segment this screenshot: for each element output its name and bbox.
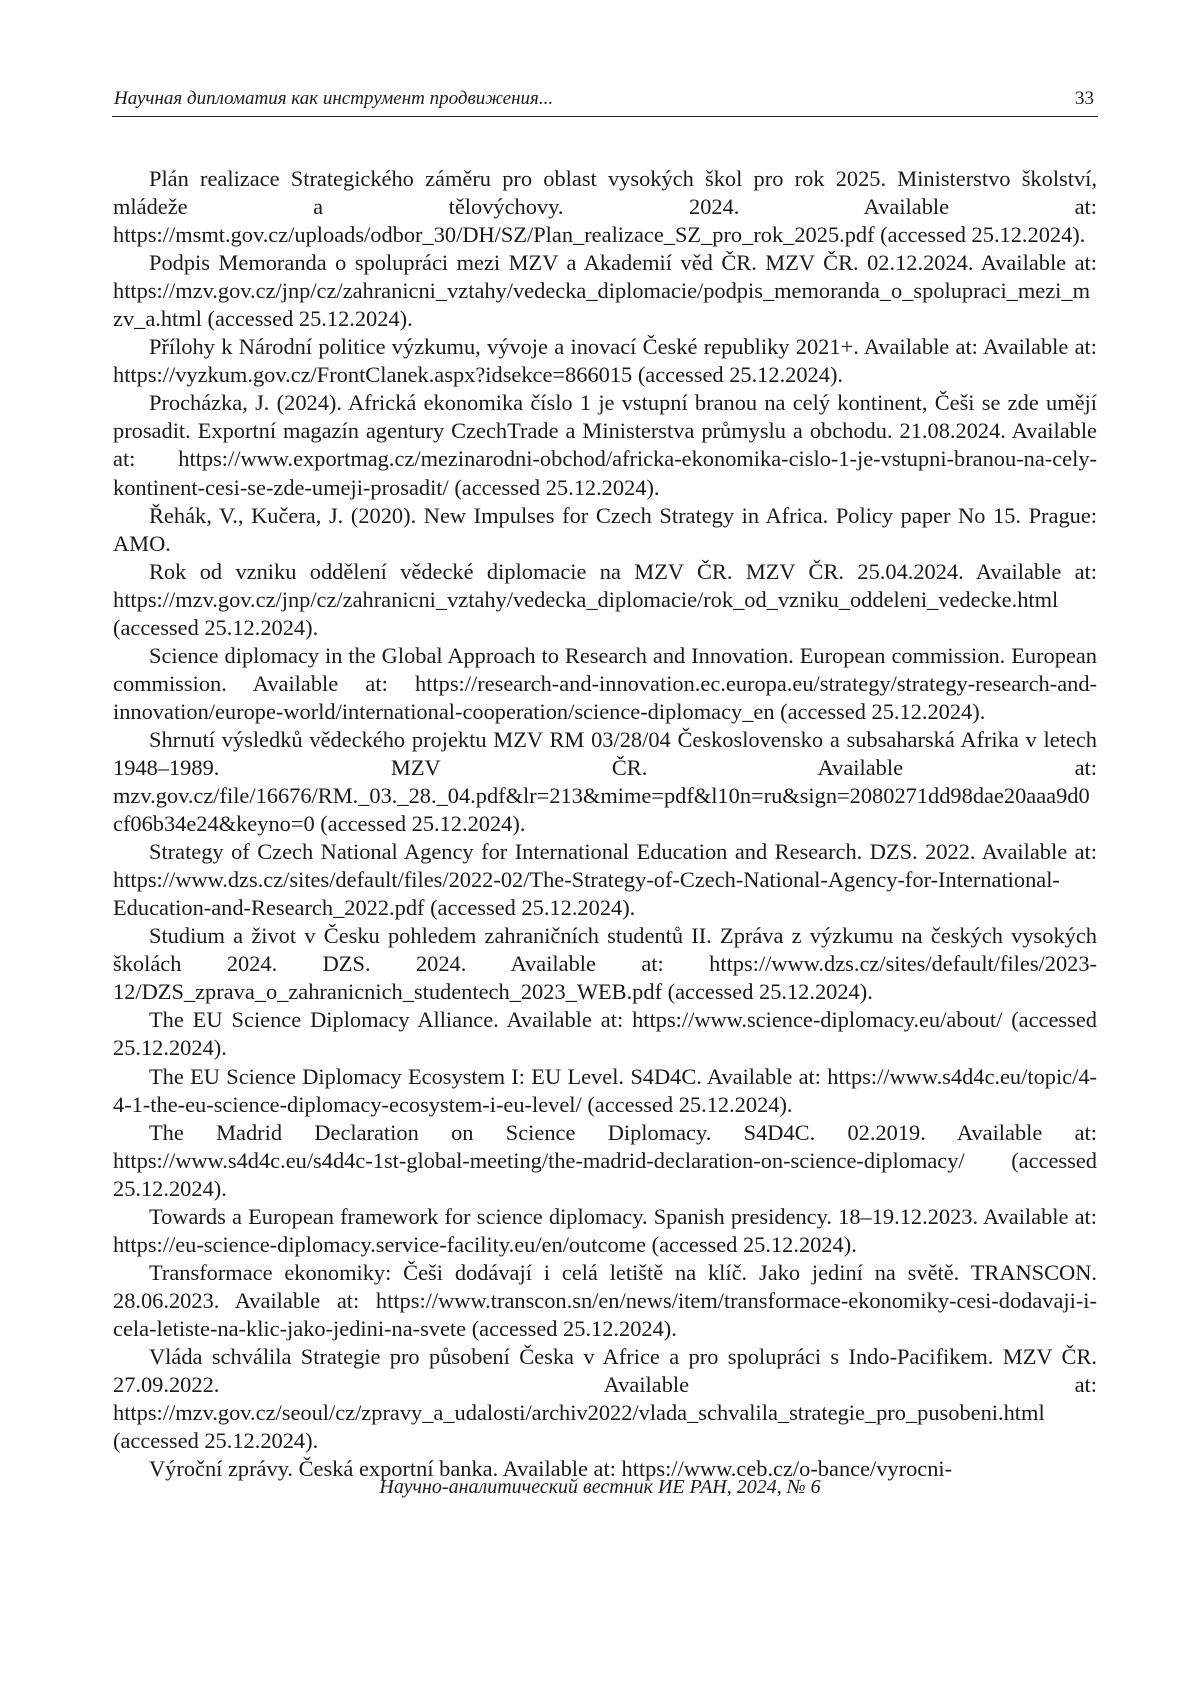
reference-item: Řehák, V., Kučera, J. (2020). New Impulses for Czech Strategy in Africa. Policy paper No 15. Prague: AMO. bbox=[113, 502, 1097, 556]
reference-item: Přílohy k Národní politice výzkumu, vývoje a inovací České republiky 2021+. Available at: Available at: https://vyzkum.gov.cz/FrontClanek.aspx?idsekce=866015 (accessed 25.12.2024). bbox=[113, 334, 1097, 388]
reference-list bbox=[113, 165, 1097, 1483]
running-header bbox=[112, 86, 1098, 117]
reference-item: Shrnutí výsledků vědeckého projektu MZV RM 03/28/04 Československo a subsaharská Afrika v letech 1948–1989. MZV ČR. Available at: mzv.gov.cz/file/16676/RM._03._28._04.pdf&lr=213&mime=pdf&l10n=ru&sign=2080271dd98dae20aaa9d0cf06b34e24&keyno=0 (accessed 25.12.2024). bbox=[113, 726, 1097, 837]
reference-item: Studium a život v Česku pohledem zahraničních studentů II. Zpráva z výzkumu na českých vysokých školách 2024. DZS. 2024. Available at: https://www.dzs.cz/sites/default/files/2023-12/DZS_zprava_o_zahranicnich_studentech_2023_WEB.pdf (accessed 25.12.2024). bbox=[113, 923, 1097, 1005]
reference-item: The EU Science Diplomacy Ecosystem I: EU Level. S4D4C. Available at: https://www.s4d4c.eu/topic/4-4-1-the-eu-science-diplomacy-ecosystem-i-eu-level/ (accessed 25.12.2024). bbox=[113, 1063, 1097, 1117]
reference-item: Towards a European framework for science diplomacy. Spanish presidency. 18–19.12.2023. Available at: https://eu-science-diplomacy.service-facility.eu/en/outcome (accessed 25.12.2024). bbox=[113, 1203, 1097, 1257]
reference-item: Výroční zprávy. Česká exportní banka. Available at: https://www.ceb.cz/o-bance/vyrocni- bbox=[149, 1456, 953, 1482]
reference-item: Strategy of Czech National Agency for International Education and Research. DZS. 2022. Available at: https://www.dzs.cz/sites/default/files/2022-02/The-Strategy-of-Czech-National-Agency-for-International-Education-and-Research_2022.pdf (accessed 25.12.2024). bbox=[113, 839, 1097, 921]
reference-item: Podpis Memoranda o spolupráci mezi MZV a Akademií věd ČR. MZV ČR. 02.12.2024. Available at: https://mzv.gov.cz/jnp/cz/zahranicni_vztahy/vedecka_diplomacie/podpis_memoranda_o_spolupraci_mezi_mzv_a.html (accessed 25.12.2024). bbox=[113, 250, 1097, 332]
reference-item: The EU Science Diplomacy Alliance. Available at: https://www.science-diplomacy.eu/about/ (accessed 25.12.2024). bbox=[113, 1007, 1097, 1061]
reference-item: Science diplomacy in the Global Approach to Research and Innovation. European commission. European commission. Available at: https://research-and-innovation.ec.europa.eu/strategy/strategy-research-and-innovation/europe-world/international-cooperation/science-diplomacy_en (accessed 25.12.2024). bbox=[113, 642, 1097, 724]
reference-item: Vláda schválila Strategie pro působení Česka v Africe a pro spolupráci s Indo-Pacifikem. MZV ČR. 27.09.2022. Available at: https://mzv.gov.cz/seoul/cz/zpravy_a_udalosti/archiv2022/vlada_schvalila_strategie_pro_pusobeni.html (accessed 25.12.2024). bbox=[113, 1343, 1097, 1454]
page-number: 33 bbox=[1075, 88, 1094, 109]
reference-item: The Madrid Declaration on Science Diplomacy. S4D4C. 02.2019. Available at: https://www.s4d4c.eu/s4d4c-1st-global-meeting/the-madrid-declaration-on-science-diplomacy/ (accessed 25.12.2024). bbox=[113, 1119, 1097, 1201]
reference-item: Plán realizace Strategického záměru pro oblast vysokých škol pro rok 2025. Ministerstvo školství, mládeže a tělovýchovy. 2024. Available at: https://msmt.gov.cz/uploads/odbor_30/DH/SZ/Plan_realizace_SZ_pro_rok_2025.pdf (accessed 25.12.2024). bbox=[113, 166, 1097, 248]
reference-item: Rok od vzniku oddělení vědecké diplomacie na MZV ČR. MZV ČR. 25.04.2024. Available at: https://mzv.gov.cz/jnp/cz/zahranicni_vztahy/vedecka_diplomacie/rok_od_vzniku_oddeleni_vedecke.html (accessed 25.12.2024). bbox=[113, 558, 1097, 640]
journal-footer: Научно-аналитический вестник ИЕ РАН, 2024, № 6 bbox=[379, 1476, 821, 1498]
reference-item: Procházka, J. (2024). Africká ekonomika číslo 1 je vstupní branou na celý kontinent, Češi se zde umějí prosadit. Exportní magazín agentury CzechTrade a Ministerstva průmyslu a obchodu. 21.08.2024. Available at: https://www.exportmag.cz/mezinarodni-obchod/africka-ekonomika-cislo-1-je-vstupni-branou-na-cely-kontinent-cesi-se-zde-umeji-prosadit/ (accessed 25.12.2024). bbox=[113, 390, 1097, 500]
running-title: Научная дипломатия как инструмент продвижения... bbox=[114, 88, 554, 109]
reference-item: Transformace ekonomiky: Češi dodávají i celá letiště na klíč. Jako jediní na světě. TRANSCON. 28.06.2023. Available at: https://www.transcon.sn/en/news/item/transformace-ekonomiky-cesi-dodavaji-i-cela-letiste-na-klic-jako-jedini-na-svete (accessed 25.12.2024). bbox=[113, 1259, 1097, 1341]
